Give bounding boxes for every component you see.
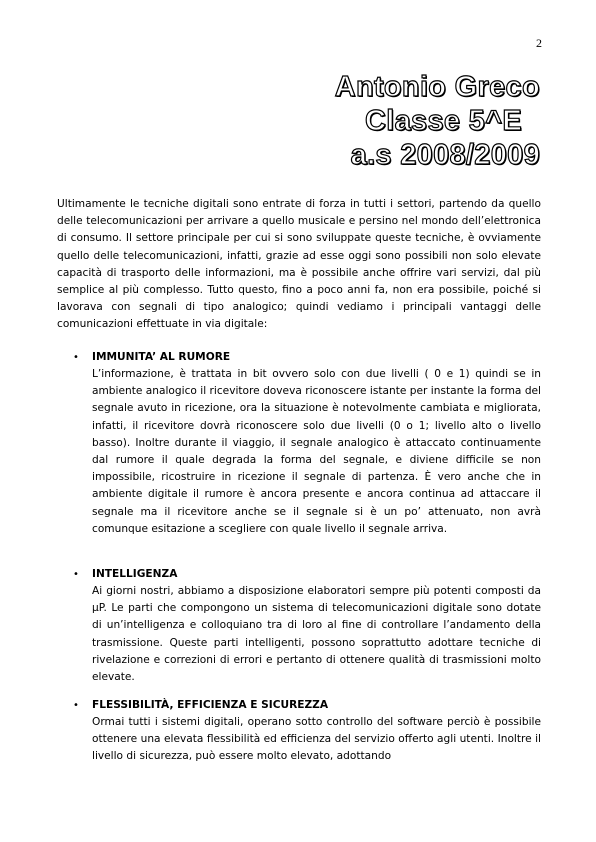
section-heading: INTELLIGENZA bbox=[92, 568, 178, 580]
document-title bbox=[300, 70, 540, 172]
bullet-icon: • bbox=[73, 700, 79, 711]
section-heading: IMMUNITA’ AL RUMORE bbox=[92, 351, 231, 363]
section-paragraph: Ormai tutti i sistemi digitali, operano sotto controllo del software perciò è possibile ottenere una elevata flessibilità ed efficienza del servizio offerto agli utenti. Inoltre il livello di sicurezza, può essere molto elevato, adottando bbox=[92, 716, 541, 763]
intro-paragraph: Ultimamente le tecniche digitali sono entrate di forza in tutti i settori, partendo da quello delle telecomunicazioni per arrivare a quello musicale e persino nel mondo dell’elettronica di consumo. Il settore principale per cui si sono sviluppate queste tecniche, è ovviamente quello delle telecomunicazioni, infatti, grazie ad esse oggi sono possibili non solo elevate capacità di trasporto delle informazioni, ma è possibile anche offrire vari servizi, dal più semplice al più complesso. Tutto questo, fino a poco anni fa, non era possibile, poiché si lavorava con segnali di tipo analogico; quindi vediamo i principali vantaggi delle comunicazioni effettuate in via digitale: bbox=[57, 198, 541, 331]
bullet-icon: • bbox=[73, 569, 79, 580]
section-paragraph: L’informazione, è trattata in bit ovvero solo con due livelli ( 0 e 1) quindi se in ambiente analogico il ricevitore doveva riconoscere istante per instante la forma del segnale avuto in ricezione, ora la situazione è notevolmente cambiata e migliorata, infatti, il ricevitore dovrà riconoscere solo due livelli (0 o 1; livello alto o livello basso). Inoltre durante il viaggio, il segnale analogico è attaccato continuamente dal rumore il quale degrada la forma del segnale, e diviene difficile se non impossibile, ricostruire in ricezione il segnale di partenza. È vero anche che in ambiente digitale il rumore è ancora presente e ancora continua ad attaccare il segnale ma il ricevitore anche se il segnale si è un po’ attenuato, non avrà comunque esitazione a scegliere con quale livello il segnale arriva. bbox=[92, 368, 541, 535]
title-author: Antonio Greco bbox=[334, 71, 540, 103]
section-paragraph: Ai giorni nostri, abbiamo a disposizione elaboratori sempre più potenti composti da μP. Le parti che compongono un sistema di telecomunicazioni digitale sono dotate di un’intelligenza e colloquiano tra di loro al fine di controllare l’andamento della trasmissione. Queste parti intelligenti, possono soprattutto adottare tecniche di rivelazione e correzioni di errori e pertanto di ottenere qualità di trasmissioni molto elevate. bbox=[92, 585, 541, 684]
page-number: 2 bbox=[536, 36, 542, 50]
title-school-year: a.s 2008/2009 bbox=[350, 139, 540, 171]
title-class: Classe 5^E bbox=[365, 105, 522, 137]
bullet-icon: • bbox=[73, 352, 79, 363]
section-heading: FLESSIBILITÀ, EFFICIENZA E SICUREZZA bbox=[92, 699, 329, 711]
